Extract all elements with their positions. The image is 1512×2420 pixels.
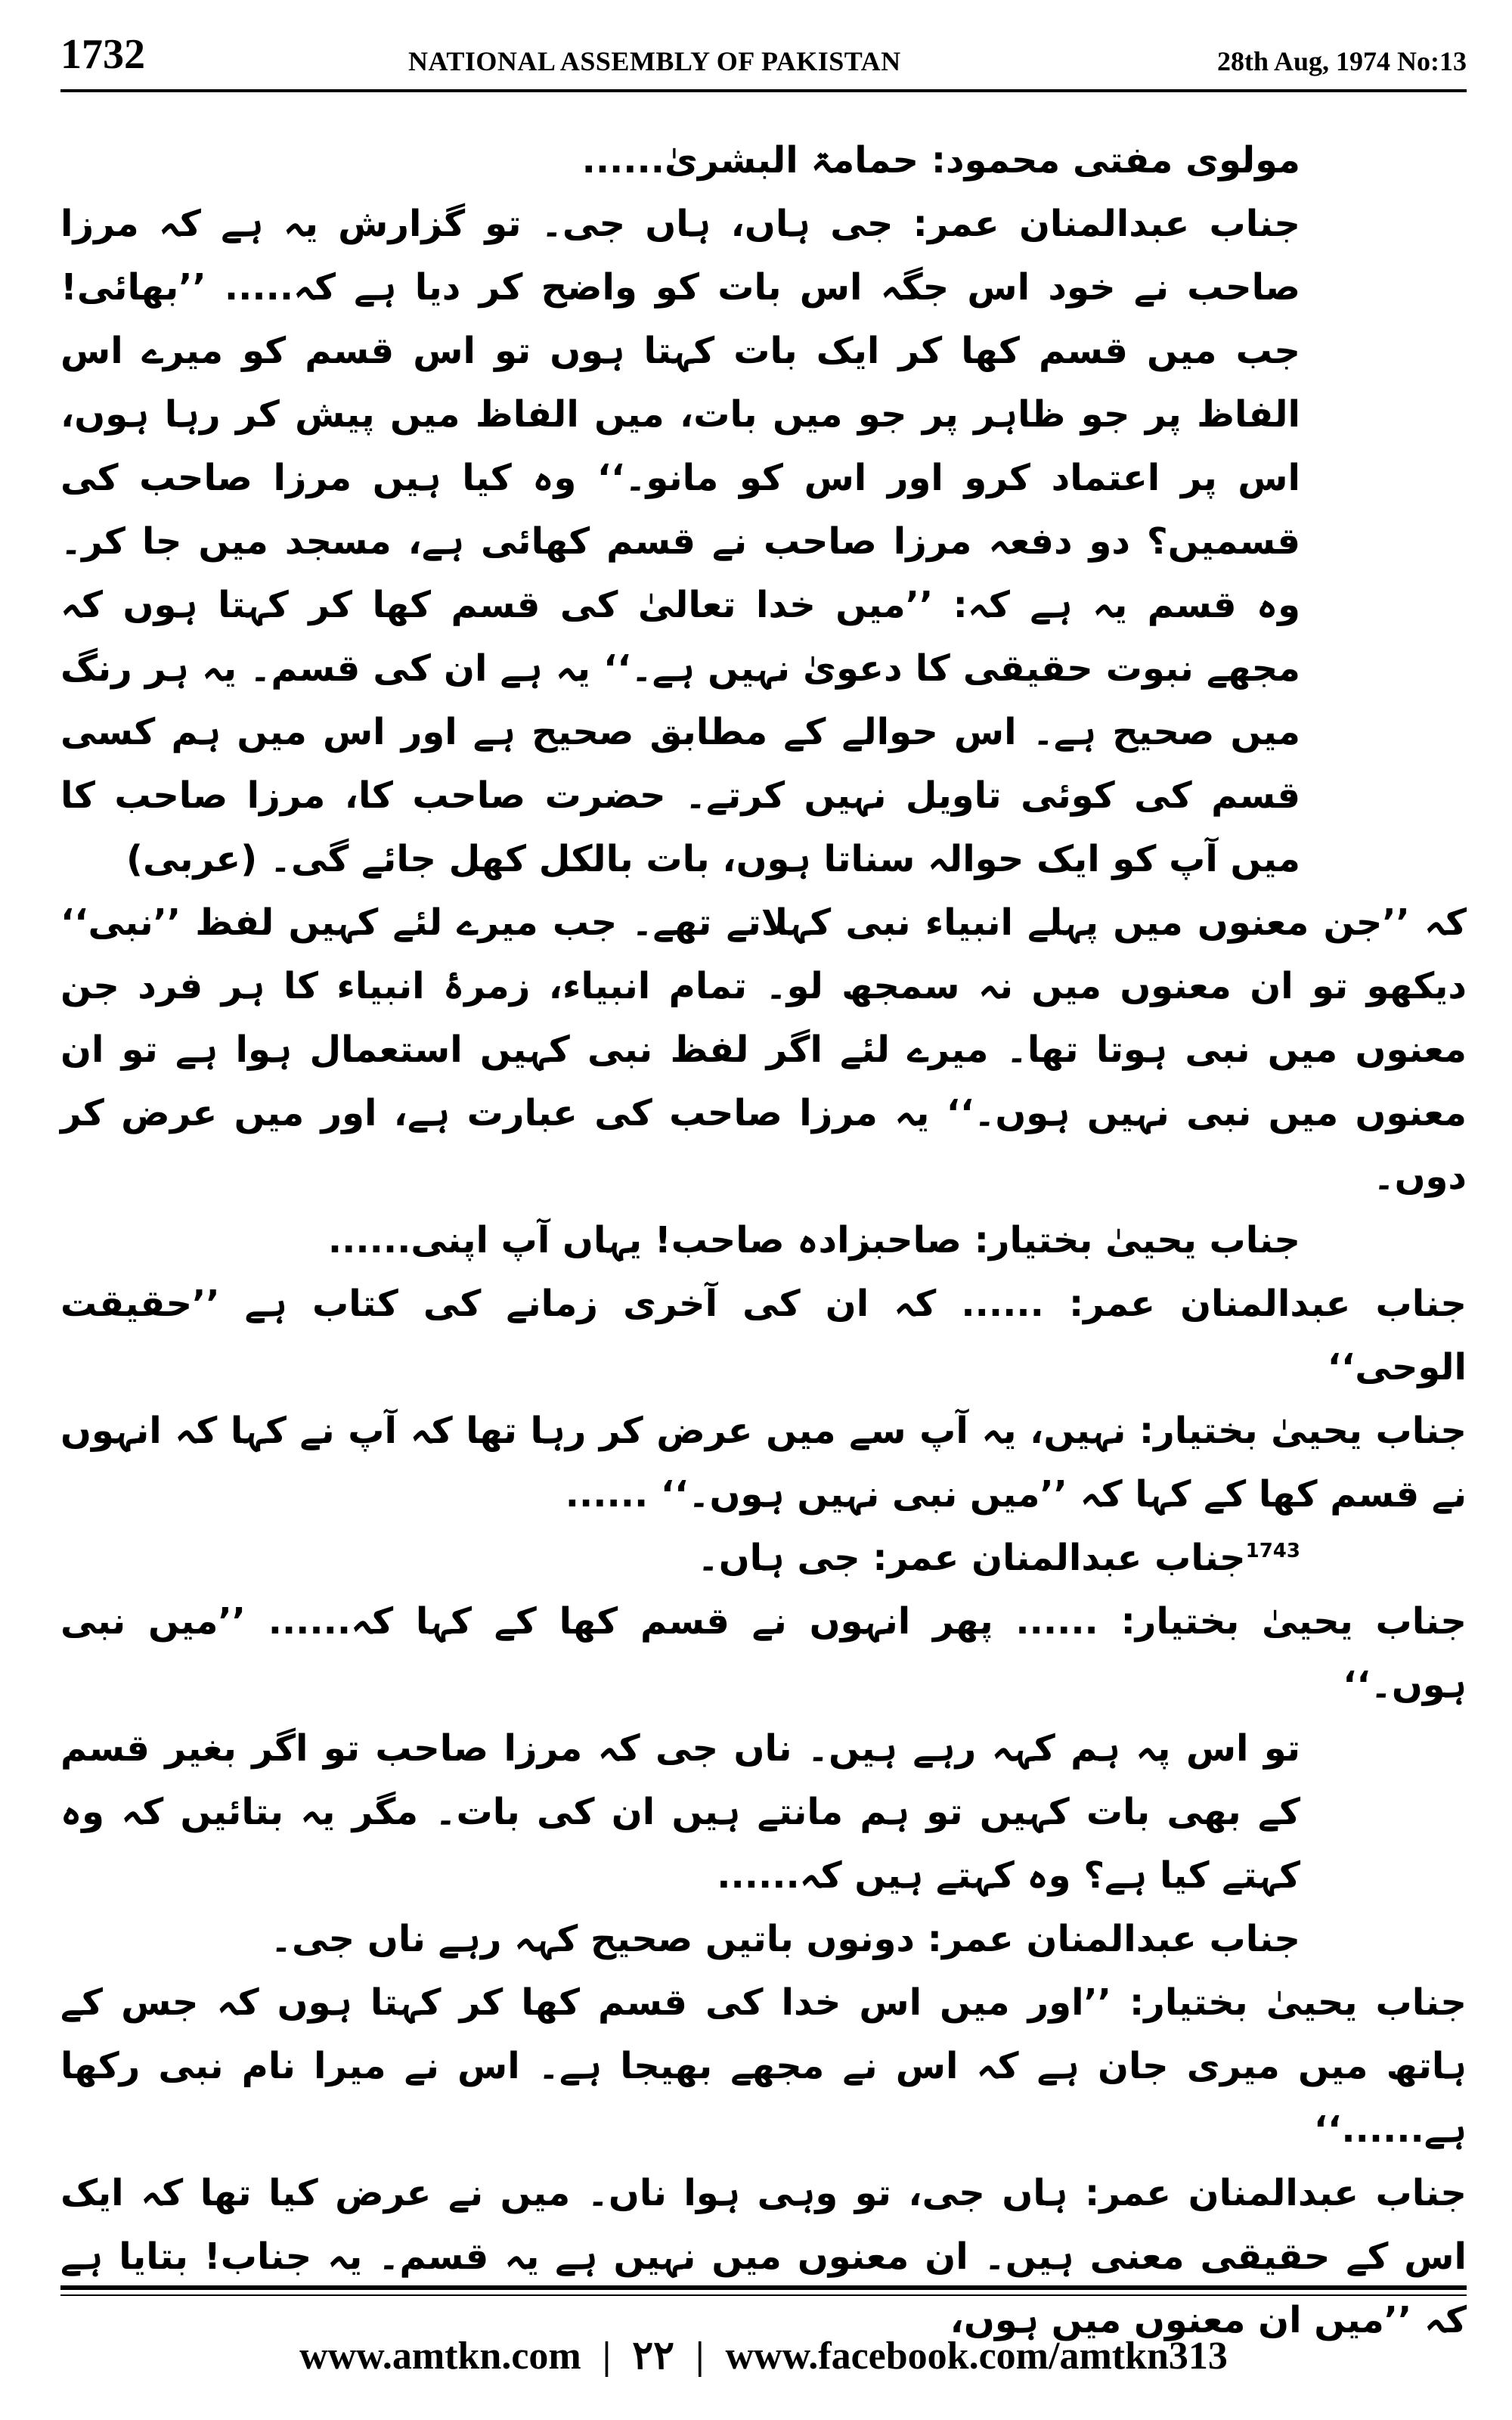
paragraph-9: تو اس پہ ہم کہہ رہے ہیں۔ ناں جی کہ مرزا صاحب تو اگر بغیر قسم کے بھی بات کہیں تو ہم مانتے ہیں ان کی بات۔ مگر یہ بتائیں کہ وہ کہتے کیا ہے؟ وہ کہتے ہیں کہ......: [60, 1727, 1301, 1897]
footer-rule-thin: [60, 2294, 1467, 2296]
paragraph-8: جناب یحییٰ بختیار: ...... پھر انہوں نے قسم کھا کے کہا کہ...... ’’میں نبی ہوں۔‘‘: [60, 1600, 1467, 1706]
paragraph-7: [60, 1526, 1467, 1590]
paragraph-1: مولوی مفتی محمود: حمامۃ البشریٰ......: [581, 139, 1300, 182]
paragraph-5: جناب عبدالمنان عمر: ...... کہ ان کی آخری زمانے کی کتاب ہے ’’حقیقت الوحی‘‘: [60, 1283, 1467, 1388]
paragraph-11: جناب یحییٰ بختیار: ’’اور میں اس خدا کی قسم کھا کر کہتا ہوں کہ جس کے ہاتھ میں میری جان ہے کہ اس نے مجھے بھیجا ہے۔ اس نے میرا نام نبی رکھا ہے......‘‘: [60, 1981, 1467, 2151]
header-title: NATIONAL ASSEMBLY OF PAKISTAN: [408, 46, 901, 76]
reference-marker: 1743: [1245, 1540, 1300, 1562]
paragraph-10: جناب عبدالمنان عمر: دونوں باتیں صحیح کہہ رہے ناں جی۔: [270, 1918, 1300, 1960]
paragraph-3: کہ ’’جن معنوں میں پہلے انبیاء نبی کہلاتے تھے۔ جب میرے لئے کہیں لفظ ’’نبی‘‘ دیکھو تو ان معنوں میں نہ سمجھ لو۔ تمام انبیاء، زمرۂ انبیاء کا ہر فرد جن معنوں میں نبی ہوتا تھا۔ میرے لئے اگر لفظ نبی کہیں استعمال ہوا ہے تو ان معنوں میں نبی نہیں ہوں۔‘‘ یہ مرزا صاحب کی عبارت ہے، اور میں عرض کر دوں۔: [60, 901, 1467, 1198]
paragraph-2: جناب عبدالمنان عمر: جی ہاں، ہاں جی۔ تو گزارش یہ ہے کہ مرزا صاحب نے خود اس جگہ اس بات کو واضح کر دیا ہے کہ..... ’’بھائی! جب میں قسم کھا کر ایک بات کہتا ہوں تو اس قسم کو میرے اس الفاظ پر جو ظاہر پر جو میں بات، میں الفاظ میں پیش کر رہا ہوں، اس پر اعتماد کرو اور اس کو مانو۔‘‘ وہ کیا ہیں مرزا صاحب کی قسمیں؟ دو دفعہ مرزا صاحب نے قسم کھائی ہے، مسجد میں جا کر۔ وہ قسم یہ ہے کہ: ’’میں خدا تعالیٰ کی قسم کھا کر کہتا ہوں کہ مجھے نبوت حقیقی کا دعویٰ نہیں ہے۔‘‘ یہ ہے ان کی قسم۔ یہ ہر رنگ میں صحیح ہے۔ اس حوالے کے مطابق صحیح ہے اور اس میں ہم کسی قسم کی کوئی تاویل نہیں کرتے۔ حضرت صاحب کا، مرزا صاحب کا میں آپ کو ایک حوالہ سناتا ہوں، بات بالکل کھل جائے گی۔ (عربی): [60, 203, 1300, 880]
header-rule: [60, 89, 1467, 92]
paragraph-12: جناب عبدالمنان عمر: ہاں جی، تو وہی ہوا ناں۔ میں نے عرض کیا تھا کہ ایک اس کے حقیقی معنی ہیں۔ ان معنوں میں نہیں ہے یہ قسم۔ یہ جناب! بتایا ہے کہ ’’میں ان معنوں میں ہوں،: [60, 2172, 1467, 2341]
paragraph-7-text: جناب عبدالمنان عمر: جی ہاں۔: [697, 1537, 1246, 1579]
footer-rule-thick: [60, 2285, 1467, 2290]
page-footer: [60, 2325, 1467, 2386]
footer-facebook-link[interactable]: www.facebook.com/amtkn313: [725, 2334, 1228, 2378]
transcript-body: [60, 129, 1467, 2341]
page-header: [60, 30, 1467, 98]
page-number: 1732: [60, 31, 145, 78]
paragraph-6: جناب یحییٰ بختیار: نہیں، یہ آپ سے میں عرض کر رہا تھا کہ آپ نے کہا کہ انہوں نے قسم کھا کے کہا کہ ’’میں نبی نہیں ہوں۔‘‘ ......: [60, 1410, 1467, 1516]
footer-separator: |: [696, 2334, 705, 2378]
footer-website-link[interactable]: www.amtkn.com: [299, 2334, 581, 2378]
paragraph-4: جناب یحییٰ بختیار: صاحبزادہ صاحب! یہاں آپ اپنی......: [327, 1219, 1300, 1261]
header-date: 28th Aug, 1974 No:13: [1216, 46, 1467, 76]
footer-page-marker: ۲۲: [632, 2335, 675, 2378]
footer-separator: |: [602, 2334, 612, 2378]
